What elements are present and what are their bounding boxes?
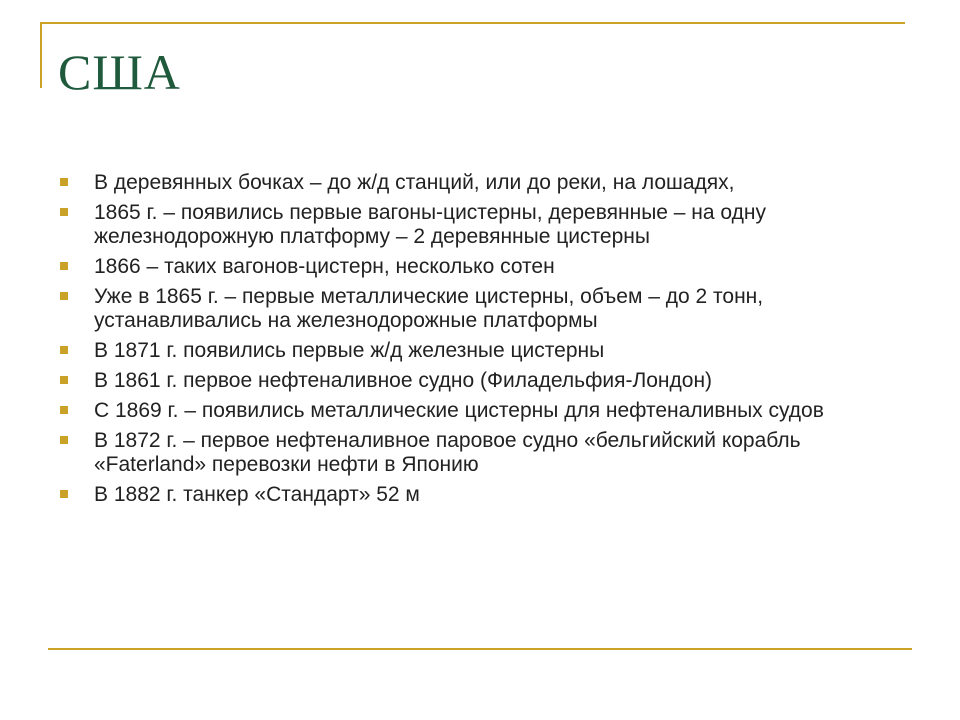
bullet-text: В 1871 г. появились первые ж/д железные цистерны: [94, 339, 605, 362]
bullet-text: В 1882 г. танкер «Стандарт» 52 м: [94, 483, 420, 506]
square-bullet-icon: [60, 346, 68, 354]
bullet-text: 1865 г. – появились первые вагоны-цистерны, деревянные – на одну железнодорожную платформу – 2 деревянные цистерны: [94, 201, 766, 248]
bullet-text: Уже в 1865 г. – первые металлические цистерны, объем – до 2 тонн, устанавливались на железнодорожные платформы: [94, 285, 764, 332]
bullet-text: В 1872 г. – первое нефтеналивное паровое судно «бельгийский корабль «Faterland» перевозки нефти в Японию: [94, 429, 801, 476]
bullet-item: [60, 171, 910, 195]
bullet-text: С 1869 г. – появились металлические цистерны для нефтеналивных судов: [94, 399, 824, 422]
bullet-text: 1866 – таких вагонов-цистерн, несколько сотен: [94, 255, 555, 278]
frame-top-line: [40, 22, 905, 24]
square-bullet-icon: [60, 406, 68, 414]
square-bullet-icon: [60, 376, 68, 384]
bullet-text: В 1861 г. первое нефтеналивное судно (Филадельфия-Лондон): [94, 369, 713, 392]
bullet-item: [60, 429, 910, 477]
bullet-text: В деревянных бочках – до ж/д станций, или до реки, на лошадях,: [94, 171, 735, 194]
bullet-item: [60, 483, 910, 507]
bullet-item: [60, 285, 910, 333]
bullet-item: [60, 369, 910, 393]
square-bullet-icon: [60, 208, 68, 216]
slide-title: США: [58, 44, 181, 100]
bullet-item: [60, 255, 910, 279]
bullet-item: [60, 399, 910, 423]
square-bullet-icon: [60, 262, 68, 270]
square-bullet-icon: [60, 436, 68, 444]
bullet-list: [60, 171, 910, 513]
square-bullet-icon: [60, 292, 68, 300]
bullet-item: [60, 201, 910, 249]
bullet-item: [60, 339, 910, 363]
square-bullet-icon: [60, 178, 68, 186]
square-bullet-icon: [60, 490, 68, 498]
frame-bottom-line: [48, 648, 912, 650]
frame-left-line: [40, 22, 42, 88]
